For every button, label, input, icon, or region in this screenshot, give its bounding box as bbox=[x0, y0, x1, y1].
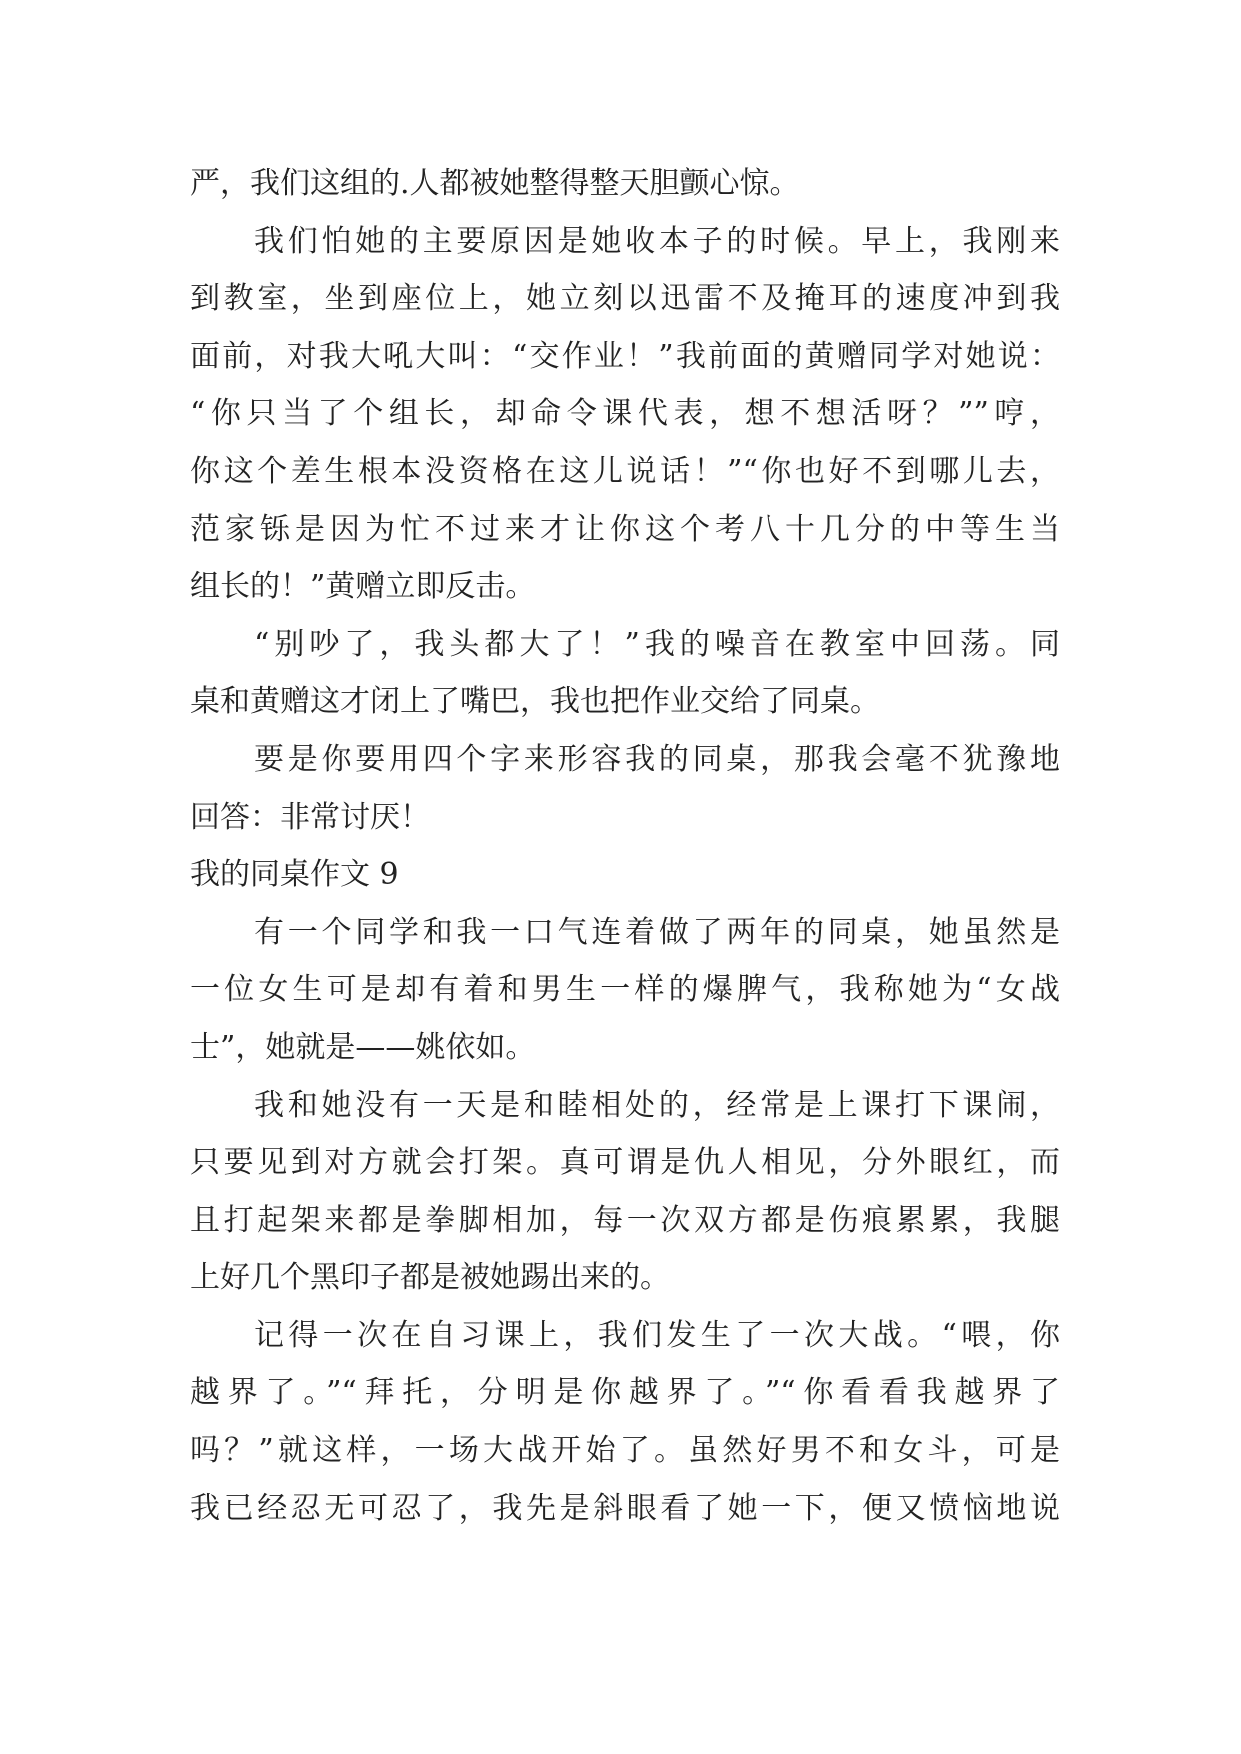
paragraph-line: 桌和黄赠这才闭上了嘴巴，我也把作业交给了同桌。 bbox=[190, 684, 880, 720]
paragraph-line: “你只当了个组长，却命令课代表，想不想活呀？””哼， bbox=[190, 396, 1060, 432]
paragraph-line: 一位女生可是却有着和男生一样的爆脾气，我称她为“女战 bbox=[190, 972, 1060, 1008]
paragraph-line: 有一个同学和我一口气连着做了两年的同桌，她虽然是 bbox=[254, 914, 1060, 950]
paragraph-line: 回答：非常讨厌！ bbox=[190, 799, 430, 835]
section-heading: 我的同桌作文 9 bbox=[190, 857, 399, 893]
paragraph-line: 士”，她就是——姚依如。 bbox=[190, 1029, 536, 1065]
paragraph-line: 上好几个黑印子都是被她踢出来的。 bbox=[190, 1260, 670, 1296]
paragraph-line: 记得一次在自习课上，我们发生了一次大战。“喂，你 bbox=[254, 1317, 1060, 1353]
paragraph-line: 严，我们这组的.人都被她整得整天胆颤心惊。 bbox=[190, 166, 800, 201]
paragraph-line: 组长的！”黄赠立即反击。 bbox=[190, 569, 536, 605]
paragraph-line: “别吵了，我头都大了！”我的噪音在教室中回荡。同 bbox=[254, 626, 1060, 662]
article-body bbox=[190, 155, 1060, 1537]
paragraph-line: 范家铄是因为忙不过来才让你这个考八十几分的中等生当 bbox=[190, 511, 1060, 547]
paragraph-line: 越界了。”“拜托，分明是你越界了。”“你看看我越界了 bbox=[190, 1375, 1060, 1411]
paragraph-line: 吗？”就这样，一场大战开始了。虽然好男不和女斗，可是 bbox=[190, 1433, 1060, 1469]
paragraph-line: 要是你要用四个字来形容我的同桌，那我会毫不犹豫地 bbox=[254, 741, 1060, 777]
paragraph-line: 面前，对我大吼大叫：“交作业！”我前面的黄赠同学对她说： bbox=[190, 338, 1060, 374]
paragraph-line: 你这个差生根本没资格在这儿说话！”“你也好不到哪儿去， bbox=[190, 453, 1060, 489]
paragraph-line: 我和她没有一天是和睦相处的，经常是上课打下课闹， bbox=[254, 1087, 1060, 1123]
paragraph-line: 到教室，坐到座位上，她立刻以迅雷不及掩耳的速度冲到我 bbox=[190, 281, 1060, 317]
paragraph-line: 我已经忍无可忍了，我先是斜眼看了她一下，便又愤恼地说 bbox=[190, 1490, 1060, 1526]
paragraph-line: 且打起架来都是拳脚相加，每一次双方都是伤痕累累，我腿 bbox=[190, 1202, 1060, 1238]
paragraph-line: 只要见到对方就会打架。真可谓是仇人相见，分外眼红，而 bbox=[190, 1145, 1060, 1181]
paragraph-line: 我们怕她的主要原因是她收本子的时候。早上，我刚来 bbox=[254, 223, 1060, 259]
